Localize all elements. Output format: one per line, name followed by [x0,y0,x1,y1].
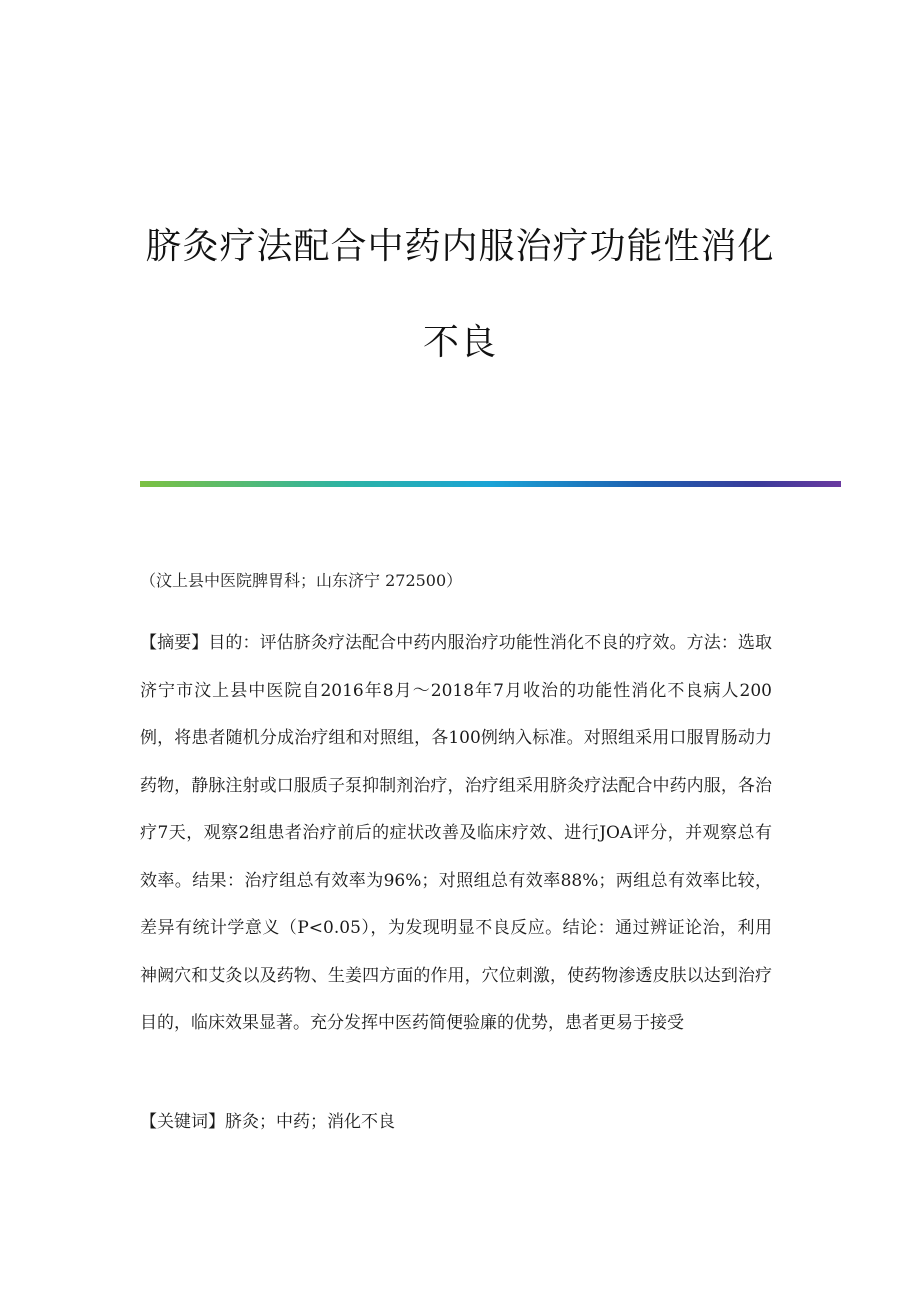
gradient-divider [140,481,841,487]
page-title-continued: 不良 [422,322,497,363]
keywords-text: 脐灸；中药；消化不良 [225,1112,395,1132]
author-affiliation: （汶上县中医院脾胃科；山东济宁 272500） [140,571,463,590]
abstract-text: 目的：评估脐灸疗法配合中药内服治疗功能性消化不良的疗效。方法：选取济宁市汶上县中医院自2016年8月～2018年7月收治的功能性消化不良病人200例，将患者随机分成治疗组和对照组，各100例纳入标准。对照组采用口服胃肠动力药物，静脉注射或口服质子泵抑制剂治疗，治疗组采用脐灸疗法配合中药内服，各治疗7天，观察2组患者治疗前后的症状改善及临床疗效、进行JOA评分，并观察总有效率。结果：治疗组总有效率为96%；对照组总有效率88%；两组总有效率比较，差异有统计学意义（P<0.05），为发现明显不良反应。结论：通过辨证论治，利用神阙穴和艾灸以及药物、生姜四方面的作用，穴位刺激，使药物渗透皮肤以达到治疗目的，临床效果显著。充分发挥中医药简便验廉的优势，患者更易于接受 [140,633,773,1033]
abstract-paragraph [140,620,772,1048]
keywords-label: 【关键词】 [140,1112,225,1132]
page-title: 脐灸疗法配合中药内服治疗功能性消化 [145,226,775,267]
abstract-label: 【摘要】 [140,633,209,653]
keywords-line [140,1107,395,1132]
